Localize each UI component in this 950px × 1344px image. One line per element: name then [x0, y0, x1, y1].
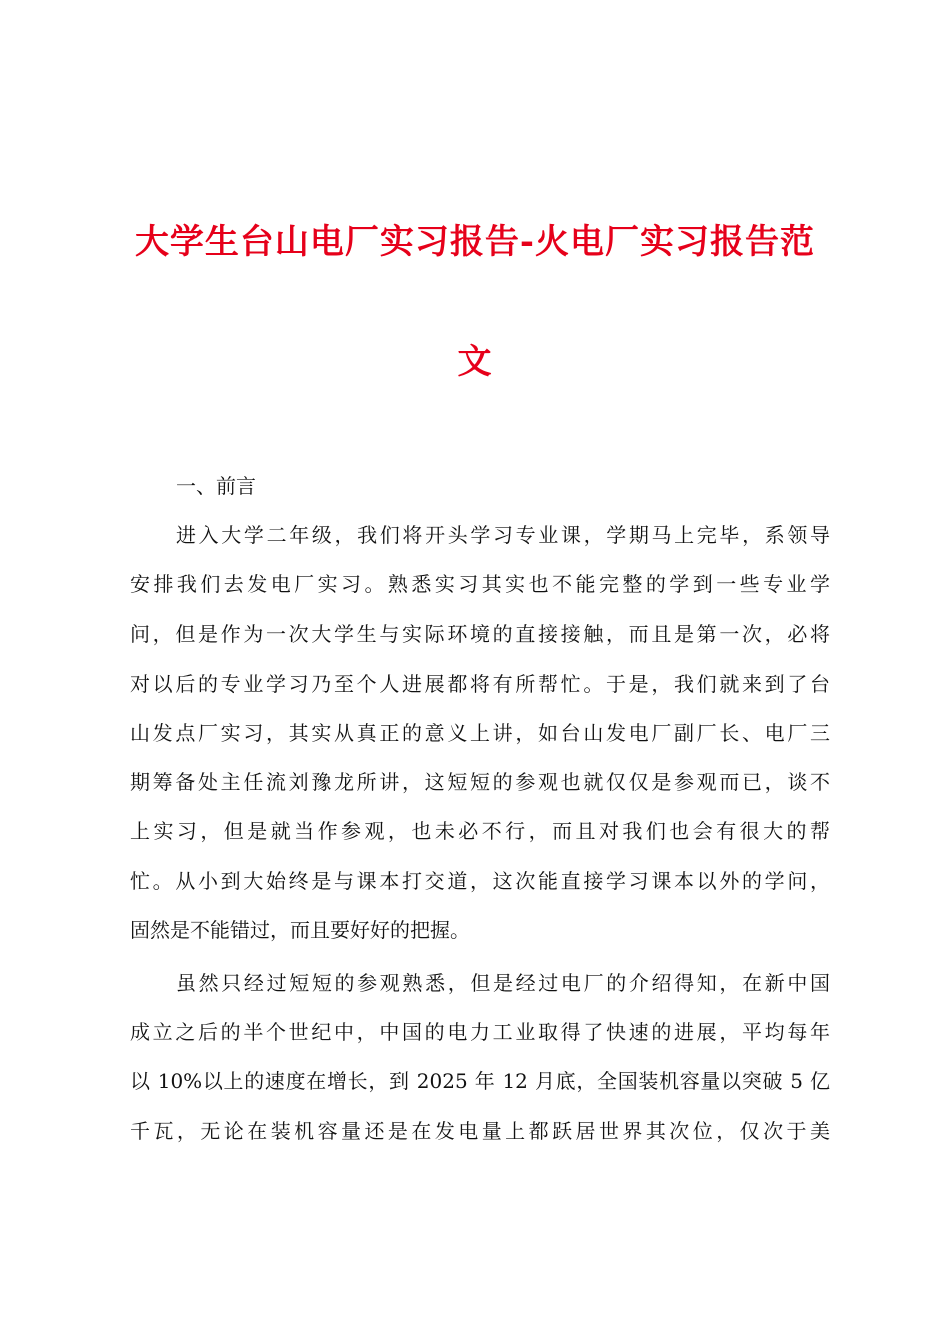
paragraph-2-line-1: 虽然只经过短短的参观熟悉，但是经过电厂的介绍得知，在新中国 [176, 971, 830, 995]
paragraph-1-line-2: 安排我们去发电厂实习。熟悉实习其实也不能完整的学到一些专业学 [130, 572, 830, 596]
paragraph-1-line-7: 上实习，但是就当作参观，也未必不行，而且对我们也会有很大的帮 [130, 819, 830, 843]
paragraph-1-line-3: 问，但是作为一次大学生与实际环境的直接接触，而且是第一次，必将 [130, 622, 830, 646]
paragraph-1-line-5: 山发点厂实习，其实从真正的意义上讲，如台山发电厂副厂长、电厂三 [130, 721, 830, 745]
section-heading: 一、前言 [176, 474, 256, 498]
document-title-line-1: 大学生台山电厂实习报告-火电厂实习报告范 [134, 222, 816, 262]
paragraph-1-line-1: 进入大学二年级，我们将开头学习专业课，学期马上完毕，系领导 [176, 523, 830, 547]
paragraph-1-line-4: 对以后的专业学习乃至个人进展都将有所帮忙。于是，我们就来到了台 [130, 672, 830, 696]
paragraph-2-line-3: 以 10%以上的速度在增长，到 2025 年 12 月底，全国装机容量以突破 5 亿 [130, 1069, 830, 1093]
paragraph-1-line-9: 固然是不能错过，而且要好好的把握。 [130, 918, 470, 942]
document-title-line-2: 文 [457, 342, 493, 382]
paragraph-2-line-2: 成立之后的半个世纪中，中国的电力工业取得了快速的进展，平均每年 [130, 1020, 830, 1044]
paragraph-1-line-8: 忙。从小到大始终是与课本打交道，这次能直接学习课本以外的学问， [130, 869, 830, 893]
paragraph-2-line-4: 千瓦，无论在装机容量还是在发电量上都跃居世界其次位，仅次于美 [130, 1119, 830, 1143]
paragraph-1-line-6: 期筹备处主任流刘豫龙所讲，这短短的参观也就仅仅是参观而已，谈不 [130, 770, 830, 794]
